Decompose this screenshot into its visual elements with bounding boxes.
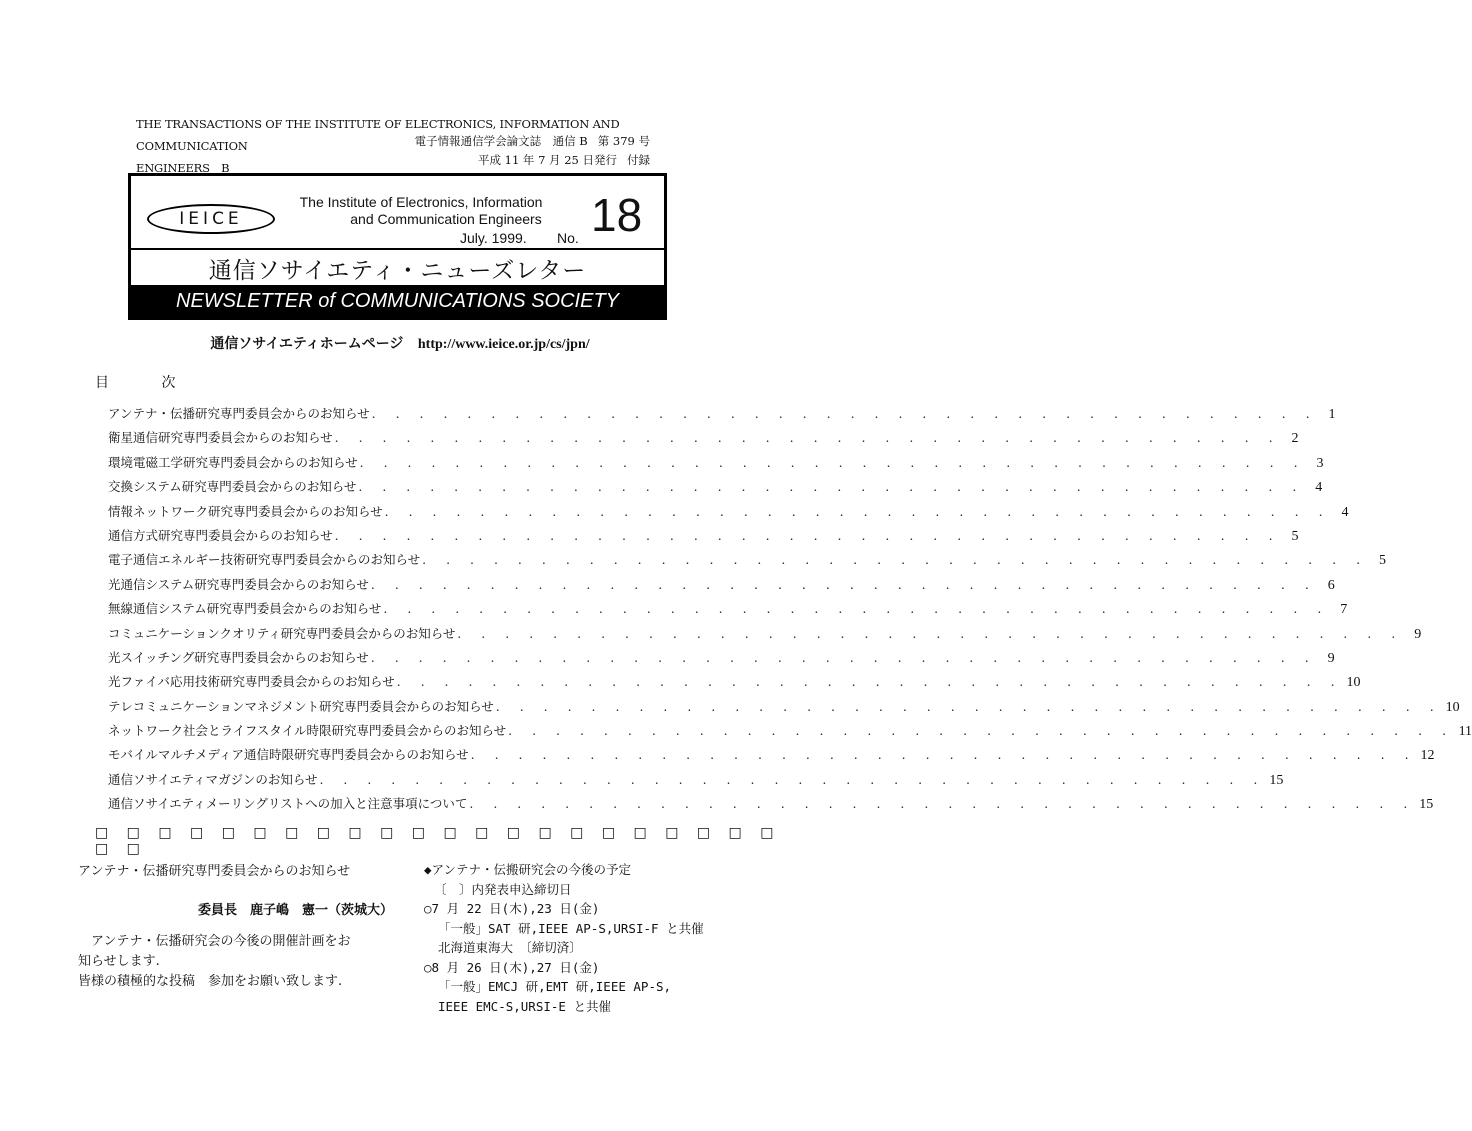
toc-leader-dots: . . . . . . . . . . . . . . . . . . . . . . . . . . . . . . . . . . . . . . . . [495,698,1442,714]
toc-item-page: 7 [1340,602,1348,618]
toc-item[interactable] [108,550,1387,574]
toc-item[interactable] [108,599,1348,623]
toc-item-page: 4 [1315,480,1323,496]
organization-name-line1: The Institute of Electronics, Information [299,194,543,210]
supplement-label: 付録 [627,153,650,167]
homepage-line [0,333,800,353]
journal-jp-line [405,133,650,149]
toc-leader-dots: . . . . . . . . . . . . . . . . . . . . . . . . . . . . . . . . . . . . . . . . [334,430,1281,446]
toc-leader-dots: . . . . . . . . . . . . . . . . . . . . . . . . . . . . . . . . . . . . . . . . [319,771,1266,787]
section-body-line3: 皆様の積極的な投稿 参加をお願い致します. [78,974,343,989]
toc-item[interactable] [108,794,1434,818]
section-body-line2: 知らせします. [78,954,160,969]
toc-leader-dots: . . . . . . . . . . . . . . . . . . . . . . . . . . . . . . . . . . . . . . . . [359,454,1306,470]
toc-item-page: 10 [1346,675,1361,691]
newsletter-title-jp: 通信ソサイエティ・ニューズレター [208,258,587,284]
toc-item[interactable] [108,624,1422,648]
publication-date: 平成 11 年 7 月 25 日発行 [477,153,617,167]
toc-item[interactable] [108,672,1361,696]
toc-item-label: 衛星通信研究専門委員会からのお知らせ [108,430,333,446]
section-separator: □ □ □ □ □ □ □ □ □ □ □ □ □ □ □ □ □ □ □ □ □ □ □ □ [95,825,781,857]
homepage-url[interactable]: http://www.ieice.or.jp/cs/jpn/ [417,337,590,352]
toc-title: 目 次 [95,375,200,391]
toc-item-page: 6 [1327,577,1335,593]
journal-title-en-line1: THE TRANSACTIONS OF THE INSTITUTE OF ELECTRONICS, INFORMATION AND COMMUNICATION [136,117,620,153]
meeting2-line1: 「一般」EMCJ 研,EMT 研,IEEE AP-S, [438,979,672,994]
toc-leader-dots: . . . . . . . . . . . . . . . . . . . . . . . . . . . . . . . . . . . . . . . . [457,625,1404,641]
meeting2-line2: IEEE EMC-S,URSI-E と共催 [438,998,611,1014]
toc-item-label: 通信方式研究専門委員会からのお知らせ [108,527,333,543]
organization-name [291,194,551,228]
meeting2-date: ○8 月 26 日(木),27 日(金) [424,959,600,975]
meeting1-line1: 「一般」SAT 研,IEEE AP-S,URSI-F と共催 [438,920,704,936]
issue-number: 第 379 号 [597,134,650,148]
toc-item[interactable] [108,648,1335,672]
toc-leader-dots: . . . . . . . . . . . . . . . . . . . . . . . . . . . . . . . . . . . . . . . . [384,503,1331,519]
toc-item-label: モバイルマルチメディア通信時限研究専門委員会からのお知らせ [108,747,469,763]
toc-item[interactable] [108,453,1324,477]
toc-item-page: 5 [1379,553,1387,569]
toc-item[interactable] [108,502,1349,526]
toc-item-page: 5 [1291,528,1299,544]
section-body [78,932,388,992]
toc-leader-dots: . . . . . . . . . . . . . . . . . . . . . . . . . . . . . . . . . . . . . . . . [508,723,1455,739]
section-author: 委員長 鹿子嶋 憲一（茨城大） [198,903,394,918]
toc-leader-dots: . . . . . . . . . . . . . . . . . . . . . . . . . . . . . . . . . . . . . . . . [383,601,1330,617]
toc-item[interactable] [108,721,1472,745]
toc-item-page: 4 [1341,504,1349,520]
toc-leader-dots: . . . . . . . . . . . . . . . . . . . . . . . . . . . . . . . . . . . . . . . . [370,576,1317,592]
toc-item-page: 10 [1445,699,1460,715]
toc-item-page: 15 [1269,772,1284,788]
toc-item-label: 光ファイバ応用技術研究専門委員会からのお知らせ [108,674,395,690]
ieice-logo-text: IEICE [179,209,243,229]
toc-item-label: アンテナ・伝播研究専門委員会からのお知らせ [108,406,370,421]
toc-item[interactable] [108,770,1284,794]
toc-item-label: 光スイッチング研究専門委員会からのお知らせ [108,649,369,665]
organization-name-line2: and Communication Engineers [350,211,542,227]
ieice-logo [147,204,275,234]
toc-item-label: 交換システム研究専門委員会からのお知らせ [108,479,357,495]
toc-item-label: 情報ネットワーク研究専門委員会からのお知らせ [108,503,383,519]
meeting1-line2: 北海道東海大 〔締切済〕 [438,940,582,955]
toc-leader-dots: . . . . . . . . . . . . . . . . . . . . . . . . . . . . . . . . . . . . . . . . [358,479,1305,495]
toc-leader-dots: . . . . . . . . . . . . . . . . . . . . . . . . . . . . . . . . . . . . . . . . [396,674,1343,690]
toc-item-page: 12 [1420,748,1435,764]
section-antenna [78,860,394,992]
toc-item[interactable] [108,404,1336,428]
journal-title-jp: 電子情報通信学会論文誌 通信 B [414,134,588,148]
publication-date-line [468,152,650,168]
toc-leader-dots: . . . . . . . . . . . . . . . . . . . . . . . . . . . . . . . . . . . . . . . . [470,747,1417,763]
toc-item-page: 11 [1458,724,1472,740]
toc-item-page: 1 [1328,407,1336,422]
toc-item-page: 9 [1327,650,1335,666]
toc-item[interactable] [108,575,1335,599]
issue-no-number: 18 [591,189,643,241]
toc-item-label: コミュニケーションクオリティ研究専門委員会からのお知らせ [108,625,456,641]
schedule-legend: 〔 〕内発表申込締切日 [434,881,572,897]
toc-item[interactable] [108,428,1299,452]
meeting1-date: ○7 月 22 日(木),23 日(金) [424,901,600,916]
toc-item-page: 9 [1414,626,1422,642]
schedule-column [424,860,724,1016]
toc-item-label: 電子通信エネルギー技術研究専門委員会からのお知らせ [108,552,421,568]
table-of-contents [108,404,1472,819]
toc-item-label: 通信ソサイエティマガジンのお知らせ [108,771,318,787]
section-title: アンテナ・伝播研究専門委員会からのお知らせ [78,864,351,879]
toc-leader-dots: . . . . . . . . . . . . . . . . . . . . . . . . . . . . . . . . . . . . . . . . [334,527,1281,543]
journal-title-en-line2: ENGINEERS B [136,161,230,175]
homepage-label: 通信ソサイエティホームページ [210,336,404,352]
toc-item-page: 15 [1419,797,1434,813]
toc-item-label: 通信ソサイエティメーリングリストへの加入と注意事項について [108,796,468,812]
toc-item-page: 3 [1316,455,1324,471]
toc-item-label: テレコミュニケーションマネジメント研究専門委員会からのお知らせ [108,698,494,714]
toc-leader-dots: . . . . . . . . . . . . . . . . . . . . . . . . . . . . . . . . . . . . . . . . [422,552,1369,568]
toc-item-page: 2 [1291,431,1299,447]
toc-item-label: 環境電磁工学研究専門委員会からのお知らせ [108,454,358,470]
issue-date: July. 1999. [460,230,527,246]
newsletter-title-en: NEWSLETTER of COMMUNICATIONS SOCIETY [131,285,664,317]
toc-leader-dots: . . . . . . . . . . . . . . . . . . . . . . . . . . . . . . . . . . . . . . . . [371,406,1318,421]
section-body-line1: アンテナ・伝播研究会の今後の開催計画をお [91,934,351,949]
toc-leader-dots: . . . . . . . . . . . . . . . . . . . . . . . . . . . . . . . . . . . . . . . . [370,649,1317,665]
toc-item-label: 無線通信システム研究専門委員会からのお知らせ [108,601,382,617]
schedule-heading: ◆アンテナ・伝搬研究会の今後の予定 [424,862,632,877]
toc-item[interactable] [108,697,1460,721]
toc-item[interactable] [108,477,1323,501]
toc-item[interactable] [108,745,1435,769]
masthead-divider [131,248,664,250]
toc-item-label: ネットワーク社会とライフスタイル時限研究専門委員会からのお知らせ [108,723,507,739]
toc-leader-dots: . . . . . . . . . . . . . . . . . . . . . . . . . . . . . . . . . . . . . . . . [469,796,1416,812]
masthead-top [131,176,664,248]
toc-item-label: 光通信システム研究専門委員会からのお知らせ [108,576,369,592]
newsletter-masthead [128,173,667,320]
toc-item[interactable] [108,526,1299,550]
issue-no-label: No. [557,230,579,246]
